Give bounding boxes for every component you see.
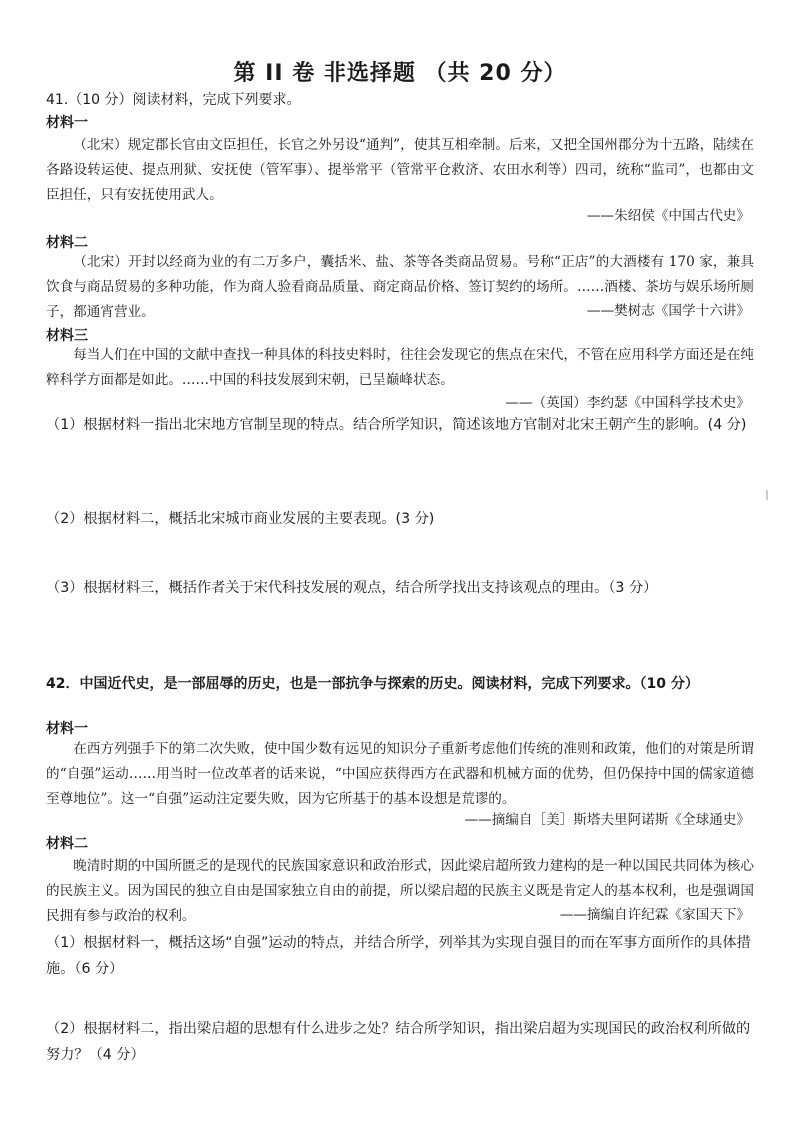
q41-material-3-source: ——（英国）李约瑟《中国科学技术史》 — [505, 395, 750, 411]
q42-material-1-text: 在西方列强手下的第二次失败，使中国少数有远见的知识分子重新考虑他们传统的准则和政策，他们的对策是所谓的“自强”运动……用当时一位改革者的话来说，“中国应获得西方在武器和机械方面的优势，但仍保持中国的儒家道德至尊地位”。这一“自强”运动注定要失败，因为它所基于的基本设想是荒谬的。 — [46, 741, 754, 807]
q41-material-3-label: 材料三 — [46, 328, 88, 344]
q42-sub-question-1: （1）根据材料一，概括这场“自强”运动的特点，并结合所学，列举其为实现自强目的而在军事方面所作的具体措施。（6 分） — [46, 935, 751, 977]
q41-material-1-label: 材料一 — [46, 115, 88, 131]
q42-material-2-source: ——摘编自许纪霖《家国天下》 — [559, 907, 750, 923]
q41-sub-question-3: （3）根据材料三，概括作者关于宋代科技发展的观点，结合所学找出支持该观点的理由。（3 分） — [46, 580, 658, 596]
q42-material-1-label: 材料一 — [46, 721, 88, 737]
q42-material-2-label: 材料二 — [46, 836, 88, 852]
q41-sub-question-2: （2）根据材料二，概括北宋城市商业发展的主要表现。(3 分) — [46, 511, 435, 527]
scan-artifact — [766, 490, 768, 500]
question-42-heading: 42．中国近代史，是一部屈辱的历史，也是一部抗争与探索的历史。阅读材料，完成下列要求。（10 分） — [46, 676, 699, 692]
section-title: 第 II 卷 非选择题 （共 20 分） — [233, 61, 567, 86]
q42-material-2-text: 晚清时期的中国所匮乏的是现代的民族国家意识和政治形式，因此梁启超所致力建构的是一种以国民共同体为核心的民族主义。因为国民的独立自由是国家独立自由的前提，所以梁启超的民族主义既是肯定人的基本权利，也是强调国民拥有参与政治的权利。 — [46, 858, 754, 924]
q41-material-2-label: 材料二 — [46, 235, 88, 251]
q42-sub-question-2: （2）根据材料二，指出梁启超的思想有什么进步之处？结合所学知识，指出梁启超为实现国民的政治权利所做的努力？（4 分） — [46, 1021, 751, 1063]
q41-material-3-text: 每当人们在中国的文献中查找一种具体的科技史料时，往往会发现它的焦点在宋代，不管在应用科学方面还是在纯粹科学方面都是如此。……中国的科技发展到宋朝，已呈巅峰状态。 — [46, 347, 754, 388]
q41-material-1-source: ——朱绍侯《中国古代史》 — [586, 208, 750, 224]
q41-sub-question-1: （1）根据材料一指出北宋地方官制呈现的特点。结合所学知识，简述该地方官制对北宋王朝产生的影响。(4 分) — [46, 417, 747, 433]
q42-material-1-source: ——摘编自［美］斯塔夫里阿诺斯《全球通史》 — [464, 812, 750, 828]
q41-material-1-text: （北宋）规定郡长官由文臣担任，长官之外另设“通判”，使其互相牵制。后来，又把全国州郡分为十五路，陆续在各路设转运使、提点刑狱、安抚使（管军事）、提举常平（管常平仓救济、农田水利等）四司，统称“监司”，也都由文臣担任，只有安抚使用武人。 — [46, 137, 754, 203]
q41-material-2-source: ——樊树志《国学十六讲》 — [586, 303, 750, 319]
question-41-heading: 41.（10 分）阅读材料，完成下列要求。 — [46, 92, 301, 108]
q41-material-2-text-full: （北宋）开封以经商为业的有二万多户，囊括米、盐、茶等各类商品贸易。号称“正店”的大酒楼有 170 家，兼具饮食与商品贸易的多种功能，作为商人验看商品质量、商定商品价格、签订契约的场所。……酒楼、茶坊与娱乐场所厕子，都通宵营业。 — [46, 254, 754, 320]
